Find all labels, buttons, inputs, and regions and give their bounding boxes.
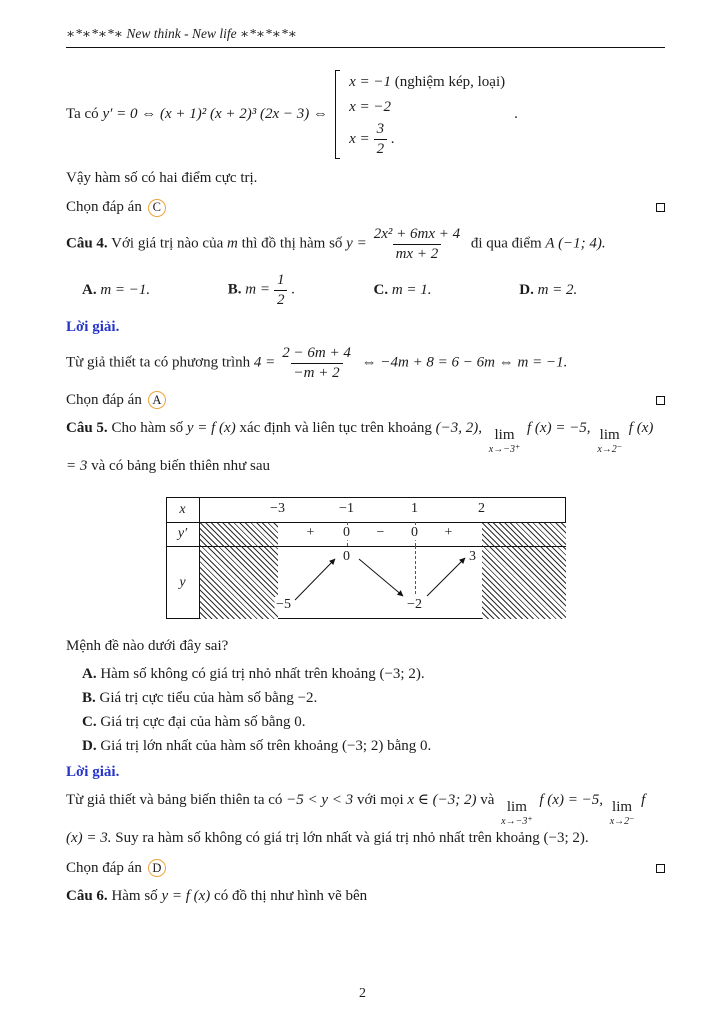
answer-circle: C: [148, 199, 166, 217]
option-label: D.: [519, 282, 534, 298]
option-d: [519, 282, 665, 299]
q4-sol-text: Từ giả thiết ta có phương trình: [66, 354, 251, 371]
case-note: (nghiệm kép, loại): [394, 74, 506, 90]
fraction: [371, 225, 463, 264]
choice-label: A.: [82, 665, 97, 682]
case-math: x = −1: [349, 74, 391, 90]
choice-label: B.: [82, 689, 96, 706]
q5-sol-math: f (x) = 3.: [66, 791, 646, 846]
page-number: 2: [359, 986, 366, 1001]
row-label-y-prime: y′: [177, 525, 188, 541]
q5-sol-text: Từ giả thiết và bảng biến thiên ta có: [66, 791, 283, 808]
option-math: m = 2.: [537, 282, 578, 298]
q6-stem-text: Hàm số: [111, 888, 158, 904]
sign-value: 0: [411, 524, 418, 540]
choice-text: Giá trị lớn nhất của hàm số trên khoảng (−3; 2) bằng 0.: [100, 737, 432, 754]
x-value: 1: [411, 500, 418, 516]
q5-sol-math: −5 < y < 3: [286, 791, 354, 808]
option-label: A.: [82, 282, 97, 298]
choose-label: Chọn đáp án: [66, 859, 142, 876]
q5-sol-math: f (x) = −5,: [539, 791, 603, 808]
answer-circle: D: [148, 859, 166, 877]
option-math: m = −1.: [100, 282, 151, 298]
choice-text: Hàm số không có giá trị nhỏ nhất trên khoảng (−3; 2).: [100, 665, 425, 682]
hatch-region: [482, 523, 566, 546]
sign-value: +: [444, 524, 453, 540]
sol3-answer-line: [66, 199, 665, 217]
hatch-region: [200, 523, 278, 546]
choice-text: Giá trị cực tiểu của hàm số bằng −2.: [99, 689, 318, 706]
arrow-down: [359, 559, 403, 596]
limit-word: lim: [506, 798, 527, 815]
case-note: .: [391, 130, 395, 147]
choice-row: [66, 714, 665, 731]
q5-stem-math: y = f (x): [186, 420, 236, 437]
option-label: C.: [373, 282, 389, 298]
limit-operator: [501, 800, 532, 827]
fraction: [274, 271, 288, 310]
cases-body: [349, 70, 505, 159]
q6-stem: [66, 885, 665, 908]
fraction: [374, 120, 388, 159]
y-value: −5: [276, 596, 291, 612]
q5-label: Câu 5.: [66, 420, 108, 437]
x-value: −1: [339, 500, 354, 516]
x-value: 2: [478, 500, 485, 516]
q5-sol-math: x ∈ (−3; 2): [407, 791, 477, 808]
fraction-numerator: 1: [276, 272, 285, 289]
q4-stem-math: m: [226, 235, 238, 252]
fraction-denominator: 2: [274, 290, 288, 310]
case-row: [349, 120, 505, 159]
sign-value: −: [376, 524, 385, 540]
option-label: B.: [227, 281, 242, 298]
limit-subscript: x→−3⁺: [488, 444, 521, 456]
q4-stem: [66, 225, 665, 264]
answer-circle: A: [148, 391, 166, 409]
choice-row: [66, 666, 665, 683]
q4-sol-math: ⇔ −4m + 8 = 6 − 6m ⇔ m = −1.: [361, 354, 568, 371]
q5-stem-text: xác định và liên tục trên khoảng: [239, 420, 432, 437]
q5-solution-heading: Lời giải.: [66, 763, 120, 780]
arrow-up: [295, 559, 335, 600]
sol3-equation-line: [66, 70, 665, 159]
option-math: .: [291, 281, 296, 298]
row-label-x: x: [179, 501, 186, 517]
y-value: 0: [343, 548, 350, 564]
choose-label: Chọn đáp án: [66, 391, 142, 408]
arrow-up: [427, 558, 465, 596]
fraction-denominator: mx + 2: [393, 244, 442, 264]
fraction-numerator: 2x² + 6mx + 4: [373, 225, 461, 242]
choice-row: [66, 690, 665, 707]
fraction: [279, 344, 354, 383]
case-row: [349, 95, 505, 120]
q4-stem-math: y =: [346, 235, 367, 252]
limit-operator: [597, 428, 622, 455]
q5-stem-text: và có bảng biến thiên như sau: [91, 458, 271, 475]
y-value: −2: [407, 596, 422, 612]
limit-word: lim: [612, 798, 633, 815]
q5-sol-text: và: [480, 791, 495, 808]
sign-value: +: [306, 524, 315, 540]
page-header: [66, 26, 665, 48]
option-b: [228, 271, 374, 310]
row-label-y: y: [179, 574, 186, 590]
choice-label: D.: [82, 737, 97, 754]
limit-subscript: x→2⁻: [609, 815, 635, 827]
x-value: −3: [270, 500, 285, 516]
choice-label: C.: [82, 713, 97, 730]
q5-stem-text: Cho hàm số: [111, 420, 184, 437]
choose-label: Chọn đáp án: [66, 199, 142, 216]
choice-row: [66, 738, 665, 755]
case-math: x = −2: [349, 99, 391, 115]
header-motto: ∗*∗*∗*∗ New think - New life ∗*∗*∗*∗: [66, 26, 297, 41]
q5-stem: [66, 417, 665, 478]
qed-box: [656, 864, 665, 873]
q6-stem-math: y = f (x): [161, 888, 211, 904]
q5-stem-math: f (x) = 3: [66, 420, 654, 475]
case-math: x =: [349, 130, 370, 147]
y-value: 3: [469, 548, 476, 564]
q4-stem-text: đi qua điểm: [470, 235, 542, 252]
sol3-equation: y′ = 0 ⇔ (x + 1)² (x + 2)³ (2x − 3) ⇔: [102, 105, 329, 122]
q4-label: Câu 4.: [66, 235, 108, 252]
option-math: m =: [245, 281, 270, 298]
fraction-numerator: 2 − 6m + 4: [282, 344, 351, 361]
variation-table: [166, 497, 566, 619]
choice-text: Giá trị cực đại của hàm số bằng 0.: [100, 713, 306, 730]
q6-stem-text: có đồ thị như hình vẽ bên: [214, 888, 368, 904]
q4-stem-math: A (−1; 4).: [545, 235, 606, 252]
q5-sol-text: với mọi: [356, 791, 404, 808]
option-math: m = 1.: [391, 282, 432, 298]
qed-box: [656, 203, 665, 212]
q6-label: Câu 6.: [66, 888, 108, 904]
limit-subscript: x→2⁻: [597, 444, 623, 456]
qed-box: [656, 396, 665, 405]
limit-word: lim: [599, 427, 620, 444]
q5-question: Mệnh đề nào dưới đây sai?: [66, 637, 229, 654]
q5-stem-math: f (x) = −5,: [527, 420, 591, 437]
variation-arrows: [199, 546, 567, 620]
option-c: [374, 282, 520, 299]
equation-period: .: [514, 105, 518, 122]
q5-sol-text: Suy ra hàm số không có giá trị lớn nhất và giá trị nhỏ nhất trên khoảng (−3; 2).: [115, 829, 589, 846]
q5-answer-line: [66, 859, 665, 877]
q4-answer-line: [66, 391, 665, 409]
fraction-numerator: 3: [376, 121, 385, 137]
limit-word: lim: [494, 427, 515, 444]
sign-value: 0: [343, 524, 350, 540]
cases-group: [335, 70, 505, 159]
q4-sol-math: 4 =: [253, 354, 276, 371]
q4-stem-text: Với giá trị nào của: [111, 235, 224, 252]
limit-operator: [610, 800, 635, 827]
cases-bracket: [335, 70, 340, 159]
q5-solution: [66, 789, 665, 850]
limit-subscript: x→−3⁺: [501, 815, 533, 827]
q4-solution: [66, 344, 665, 383]
q5-stem-math: (−3, 2),: [435, 420, 483, 437]
fraction-denominator: 2: [374, 139, 388, 159]
case-row: [349, 70, 505, 95]
q4-solution-heading: Lời giải.: [66, 318, 120, 335]
option-a: [82, 282, 228, 299]
sol3-conclusion: Vậy hàm số có hai điểm cực trị.: [66, 169, 258, 186]
q4-options-row: [66, 271, 665, 310]
fraction-denominator: −m + 2: [291, 363, 343, 383]
q4-stem-text: thì đồ thị hàm số: [241, 235, 343, 252]
sol3-intro: Ta có: [66, 105, 99, 122]
limit-operator: [489, 428, 520, 455]
